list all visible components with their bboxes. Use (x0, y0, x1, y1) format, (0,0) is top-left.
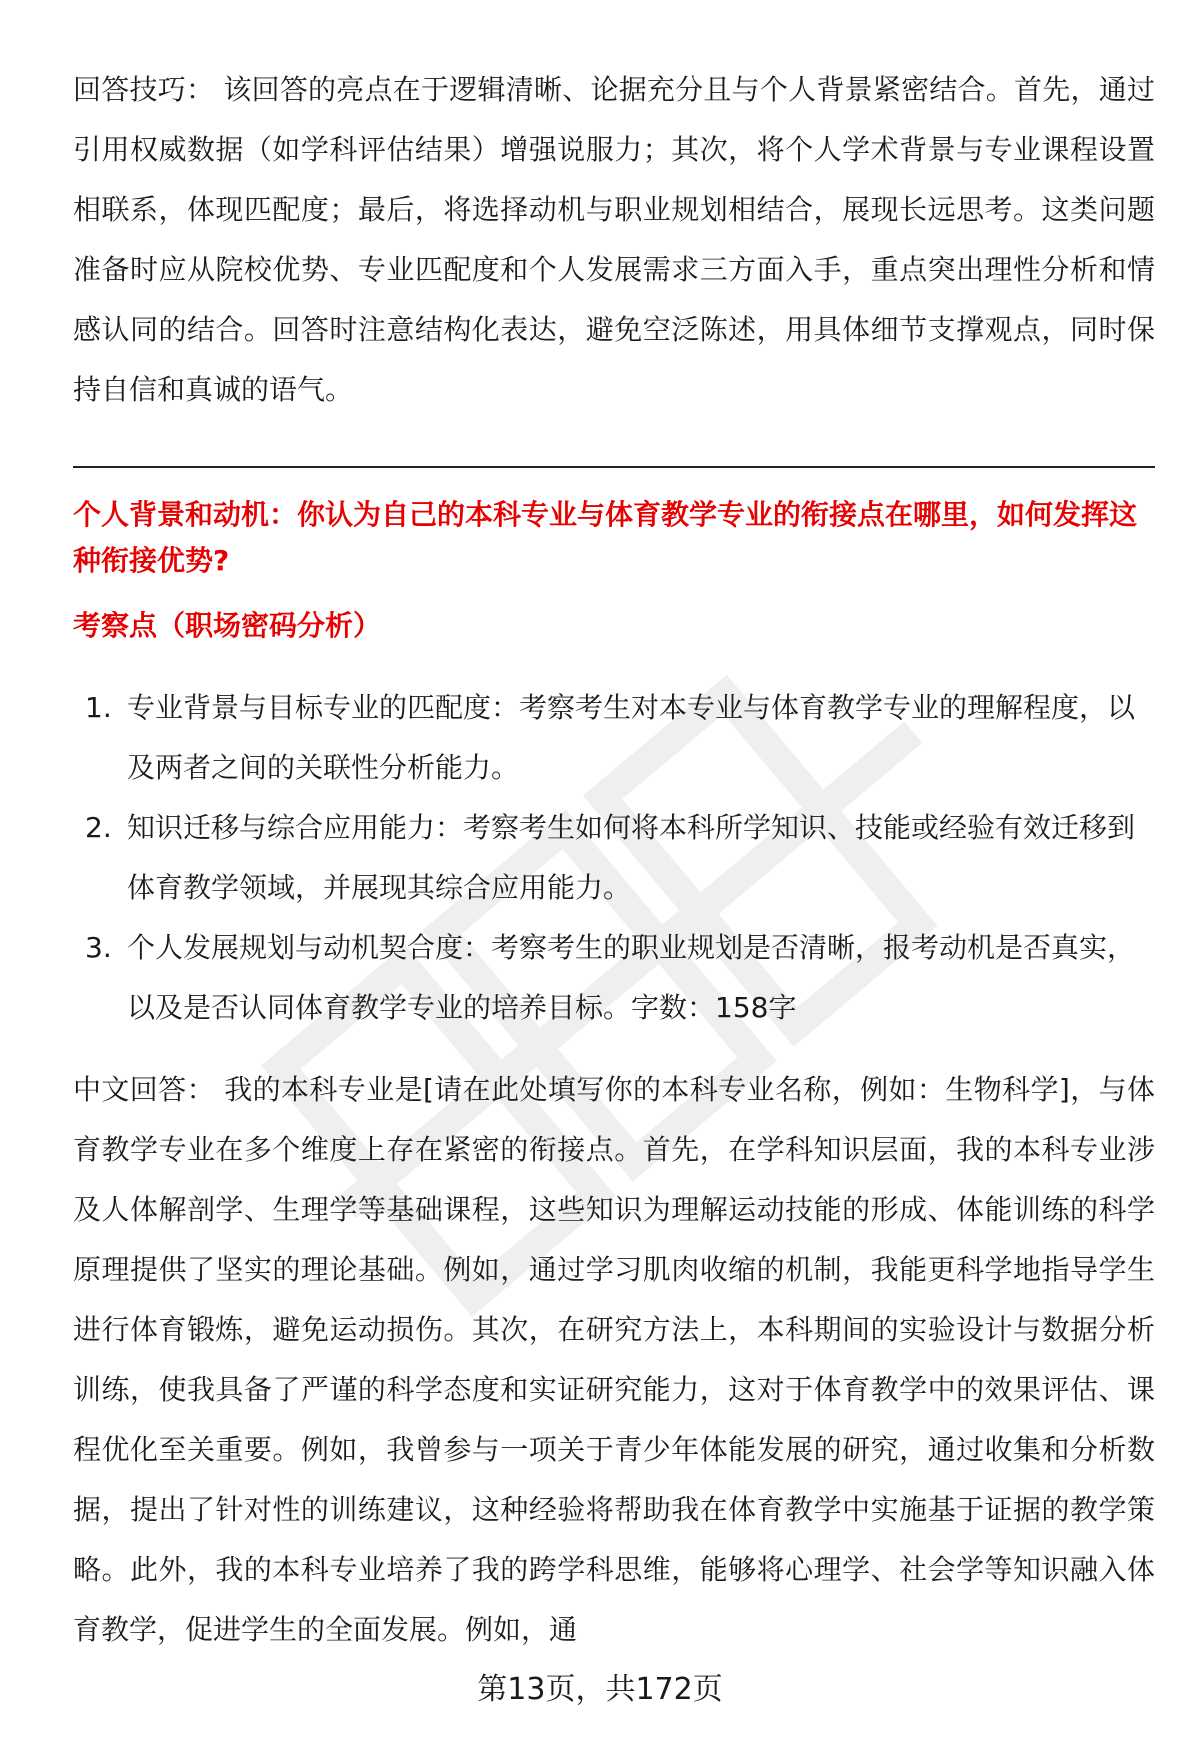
point-number: 2. (85, 811, 112, 844)
point-text: 知识迁移与综合应用能力：考察考生如何将本科所学知识、技能或经验有效迁移到体育教学领域，并展现其综合应用能力。 (127, 811, 1136, 904)
assessment-point-2 (73, 798, 1155, 918)
assessment-points-list (73, 678, 1155, 1038)
point-text: 专业背景与目标专业的匹配度：考察考生对本专业与体育教学专业的理解程度，以及两者之间的关联性分析能力。 (127, 691, 1136, 784)
page-footer: 第13页，共172页 (477, 1672, 723, 1707)
point-number: 3. (85, 931, 112, 964)
section-divider (73, 466, 1155, 468)
answer-tips-paragraph: 回答技巧： 该回答的亮点在于逻辑清晰、论据充分且与个人背景紧密结合。首先，通过引用权威数据（如学科评估结果）增强说服力；其次，将个人学术背景与专业课程设置相联系，体现匹配度；最后，将选择动机与职业规划相结合，展现长远思考。这类问题准备时应从院校优势、专业匹配度和个人发展需求三方面入手，重点突出理性分析和情感认同的结合。回答时注意结构化表达，避免空泛陈述，用具体细节支撑观点，同时保持自信和真诚的语气。 (73, 73, 1155, 406)
point-number: 1. (85, 691, 112, 724)
assessment-point-1 (73, 678, 1155, 798)
assessment-point-3 (73, 918, 1155, 1038)
assessment-points-title: 考察点（职场密码分析） (73, 609, 382, 642)
point-text: 个人发展规划与动机契合度：考察考生的职业规划是否清晰，报考动机是否真实，以及是否认同体育教学专业的培养目标。字数：158字 (127, 931, 1136, 1024)
question-heading: 个人背景和动机：你认为自己的本科专业与体育教学专业的衔接点在哪里，如何发挥这种衔接优势? (73, 498, 1138, 577)
chinese-answer-paragraph: 中文回答： 我的本科专业是[请在此处填写你的本科专业名称，例如：生物科学]，与体育教学专业在多个维度上存在紧密的衔接点。首先，在学科知识层面，我的本科专业涉及人体解剖学、生理学等基础课程，这些知识为理解运动技能的形成、体能训练的科学原理提供了坚实的理论基础。例如，通过学习肌肉收缩的机制，我能更科学地指导学生进行体育锻炼，避免运动损伤。其次，在研究方法上，本科期间的实验设计与数据分析训练，使我具备了严谨的科学态度和实证研究能力，这对于体育教学中的效果评估、课程优化至关重要。例如，我曾参与一项关于青少年体能发展的研究，通过收集和分析数据，提出了针对性的训练建议，这种经验将帮助我在体育教学中实施基于证据的教学策略。此外，我的本科专业培养了我的跨学科思维，能够将心理学、社会学等知识融入体育教学，促进学生的全面发展。例如，通 (73, 1073, 1155, 1646)
